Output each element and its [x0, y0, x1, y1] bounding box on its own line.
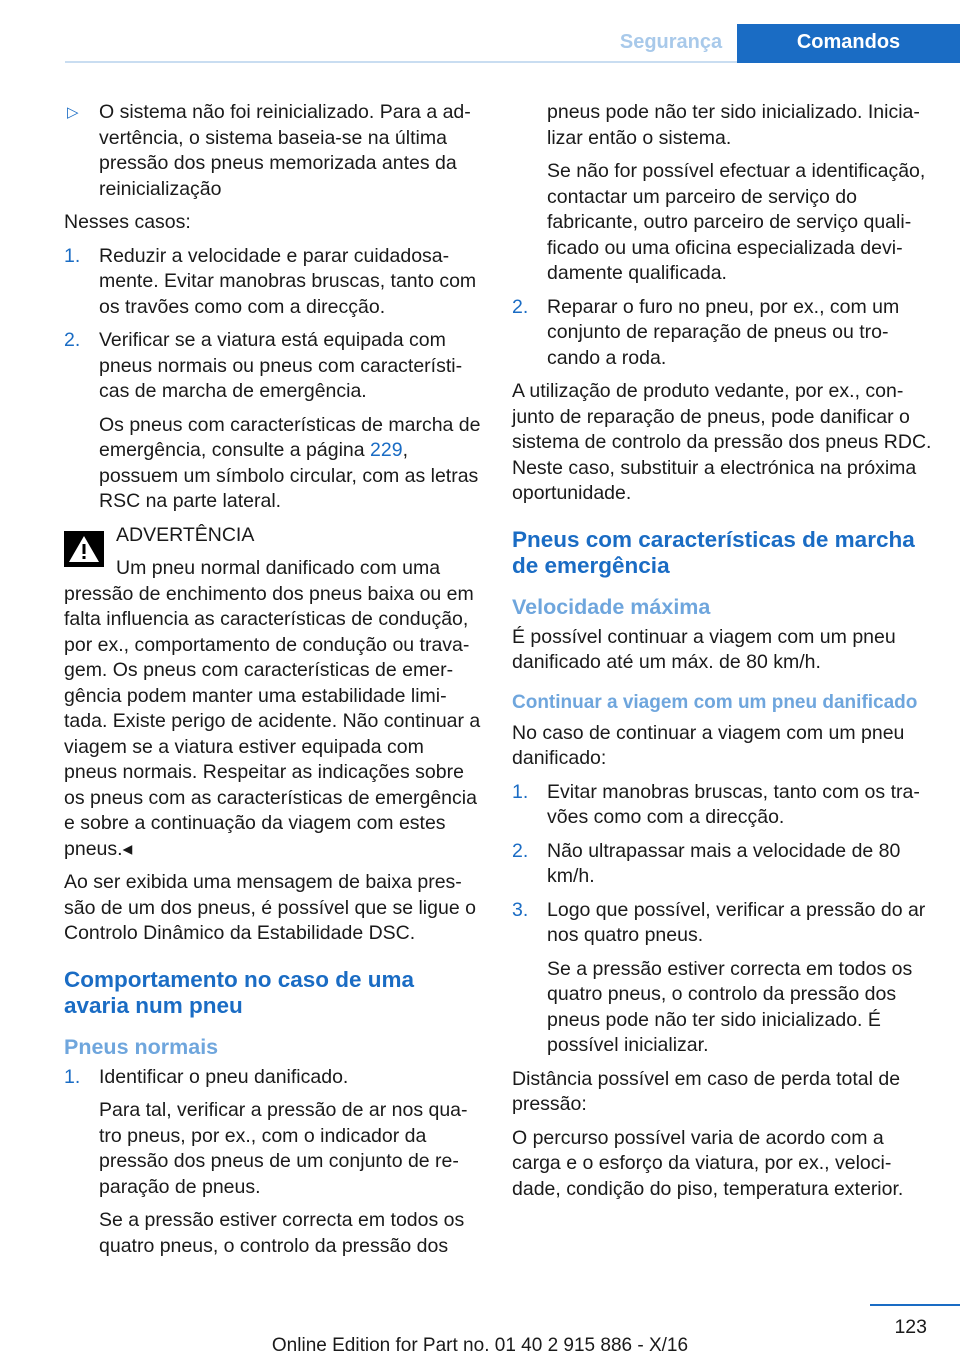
sub-paragraph: Se a pressão estiver correcta em todos os quatro pneus, o controlo da pressão dos	[99, 1209, 465, 1257]
list-item-text: Reduzir a velocidade e parar cuidadosamente. Evitar manobras bruscas, tanto com os travões como com a direcção.	[99, 244, 477, 318]
warning-triangle-icon	[64, 531, 104, 567]
warning-body: pressão de enchimento dos pneus baixa ou em falta influencia as características de condução, por ex., comportamento de condução ou travagem. Os pneus com características de emergência podem manter uma estabilidade limitada. Existe perigo de acidente. Não continuar a viagem se a viatura estiver equipada com pneus normais. Respeitar as indicações sobre os pneus com as características de emergência e sobre a continuação da viagem com estes pneus.◂	[64, 582, 481, 860]
page-number: 123	[894, 1316, 927, 1338]
rsc-note	[64, 413, 482, 515]
list-number: 1.	[64, 1065, 81, 1088]
list-item	[512, 839, 932, 890]
triangle-bullet-icon: ▷	[67, 104, 79, 121]
list-number: 2.	[64, 329, 81, 351]
page-link-229[interactable]: 229	[370, 439, 403, 461]
list-item	[64, 1065, 482, 1091]
warning-first-line: Um pneu normal danificado com uma	[116, 557, 441, 579]
rdc-paragraph: A utilização de produto vedante, por ex., conjunto de reparação de pneus, pode danificar o sistema de controlo da pressão dos pneus RDC. Neste caso, substituir a electrónica na próxima oportunidade.	[512, 380, 932, 504]
right-column	[512, 100, 932, 1210]
dsc-paragraph: Ao ser exibida uma mensagem de baixa pressão de um dos pneus, é possível que se ligue o Controlo Dinâmico da Estabilidade DSC.	[64, 871, 476, 944]
tab-comandos[interactable]: Comandos	[737, 24, 960, 63]
sub-paragraph: Se não for possível efectuar a identificação, contactar um parceiro de serviço do fabricante, outro parceiro de serviço qualificado ou uma oficina especializada devidamente qualificada.	[547, 160, 926, 284]
list-item-text: Verificar se a viatura está equipada com pneus normais ou pneus com características de marcha de emergência.	[99, 329, 463, 402]
sub-paragraph: Para tal, verificar a pressão de ar nos quatro pneus, por ex., com o indicador da pressão dos pneus de um conjunto de reparação de pneus.	[99, 1099, 468, 1198]
warning-title: ADVERTÊNCIA	[116, 523, 255, 546]
tab-seguranca[interactable]: Segurança	[619, 31, 723, 53]
heading-rsc-tyres: Pneus com características de marcha de emergência	[512, 526, 915, 578]
heading-avaria: Comportamento no caso de uma avaria num pneu	[64, 966, 415, 1018]
list-item-text: Evitar manobras bruscas, tanto com os travões como com a direcção.	[547, 780, 920, 828]
route-paragraph: O percurso possível varia de acordo com a carga e o esforço da viatura, por ex., velocidade, condição do piso, temperatura exterior.	[512, 1126, 904, 1200]
heading-continuar-viagem: Continuar a viagem com um pneu danificado	[512, 691, 918, 713]
list-item-text: Não ultrapassar mais a velocidade de 80 km/h.	[547, 839, 901, 887]
warning-block	[64, 523, 482, 582]
list-number: 1.	[512, 780, 529, 803]
rsc-note-a: Os pneus com características de marcha de emergência, consulte a página	[99, 413, 481, 461]
triangle-list-item	[64, 100, 482, 202]
left-column	[64, 100, 482, 1267]
footer-edition: Online Edition for Part no. 01 40 2 915 886 - X/16	[271, 1335, 689, 1356]
heading-velocidade-maxima: Velocidade máxima	[512, 594, 711, 619]
heading-pneus-normais: Pneus normais	[64, 1034, 219, 1059]
sub-paragraph: pneus pode não ter sido inicializado. Inicializar então o sistema.	[547, 101, 920, 149]
triangle-item-text: O sistema não foi reinicializado. Para a advertência, o sistema baseia-se na última pressão dos pneus memorizada antes da reinicialização	[99, 101, 471, 200]
list-item-text: Logo que possível, verificar a pressão do ar nos quatro pneus.	[547, 898, 926, 946]
max-speed-paragraph: É possível continuar a viagem com um pneu danificado até um máx. de 80 km/h.	[512, 625, 896, 673]
list-number: 2.	[512, 295, 529, 318]
list-number: 3.	[512, 898, 529, 921]
list-item	[512, 780, 932, 831]
distance-paragraph: Distância possível em caso de perda total de pressão:	[512, 1067, 901, 1115]
list-number: 2.	[512, 839, 529, 862]
list-item-text: Reparar o furo no pneu, por ex., com um conjunto de reparação de pneus ou trocando a roda.	[547, 295, 900, 369]
list-item	[64, 244, 482, 321]
sub-paragraph: Se a pressão estiver correcta em todos os quatro pneus, o controlo da pressão dos pneus pode não ter sido inicializado. É possível inicializar.	[547, 957, 913, 1056]
list-item	[512, 295, 932, 372]
nesses-casos-text: Nesses casos:	[64, 211, 191, 233]
list-item	[512, 898, 932, 949]
rsc-note-b: , possuem um símbolo circular, com as letras RSC na parte lateral.	[99, 439, 479, 512]
continue-paragraph: No caso de continuar a viagem com um pneu danificado:	[512, 721, 905, 769]
list-item	[64, 328, 482, 405]
list-number: 1.	[64, 244, 81, 267]
page-number-rule	[870, 1304, 960, 1306]
list-item-text: Identificar o pneu danificado.	[99, 1065, 349, 1088]
